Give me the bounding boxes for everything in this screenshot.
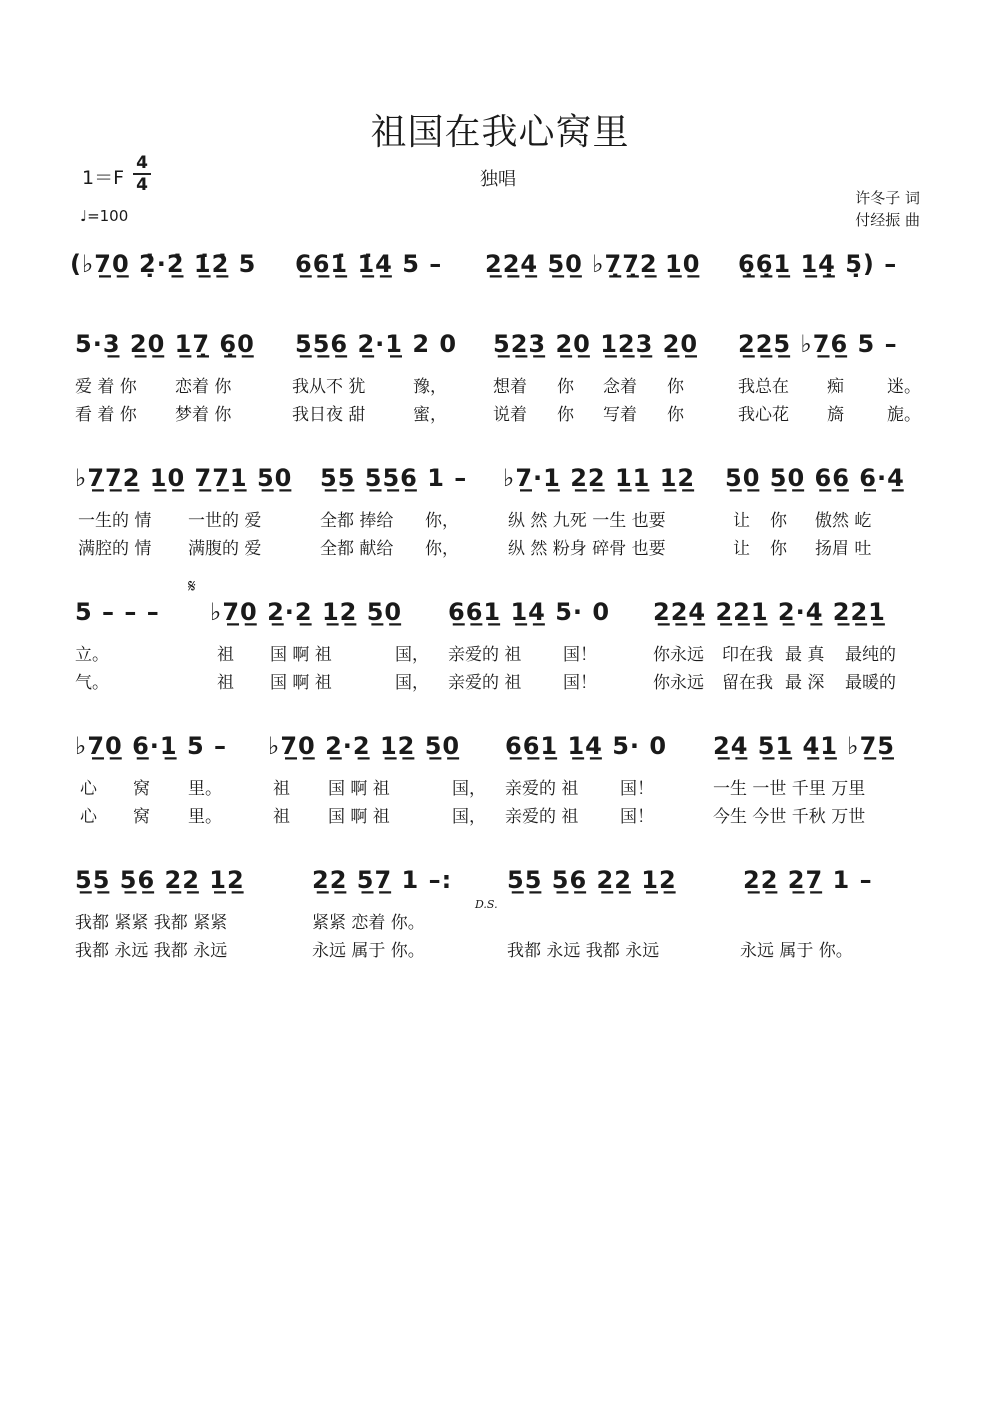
measure: 2̲2̲4̲ 2̲2̲1̲ 2̲·4̲ 2̲2̲1̲ (653, 598, 886, 626)
performance-style: 独唱 (480, 169, 516, 190)
lyric: 我日夜 甜 (292, 405, 366, 425)
lyric: 今生 今世 千秋 万世 (713, 807, 866, 827)
measure: 2̲4̲ 5̲1̲ 4̲1̲ ♭7̲5̲ (713, 732, 895, 760)
measure: 6̲6̲1̲̇ 1̲̇4̲ 5 – (295, 250, 443, 278)
lyric: 我心花 (738, 405, 789, 425)
lyric: 想着 (493, 377, 527, 397)
lyric: 你 (667, 377, 684, 397)
meter-bottom: 4 (136, 174, 148, 195)
lyric: 痴 (827, 377, 844, 397)
lyric: 我都 紧紧 我都 紧紧 (75, 913, 228, 933)
lyric: 国！ (563, 645, 597, 665)
lyric: 国！ (563, 673, 597, 693)
lyric: 满腔的 情 (78, 539, 152, 559)
lyric: 印在我 (722, 645, 773, 665)
measure: 1̲0̲ (665, 250, 701, 278)
lyric: 傲然 屹 (815, 511, 872, 531)
key-signature: 1＝F (82, 167, 125, 189)
lyric: 念着 (603, 377, 637, 397)
lyric: 亲爱的 祖 (505, 779, 579, 799)
lyric: 里。 (188, 807, 222, 827)
lyric: 看 着 你 (75, 405, 137, 425)
credits (855, 187, 920, 231)
measure: ♭7̲0̲ 2̲·2̲ 1̲2̲ 5̲0̲ (210, 598, 403, 626)
measure: 5·3̲ 2̲0̲ 1̲7̲̣ 6̲̣0̲ (75, 330, 255, 358)
lyric: 永远 属于 你。 (312, 941, 425, 961)
measure: 5̲5̲ 5̲6̲ 2̲2̲ 1̲2̲ (507, 866, 677, 894)
lyric: 让 (733, 539, 750, 559)
lyric: 气。 (75, 673, 109, 693)
lyric: 国， (395, 645, 429, 665)
lyric: 祖 (217, 673, 234, 693)
lyric: 亲爱的 祖 (448, 673, 522, 693)
measure: 5̲5̲ 5̲5̲6̲ 1 – (320, 464, 468, 492)
lyric: 国 啊 祖 (328, 779, 390, 799)
lyric: 里。 (188, 779, 222, 799)
lyric: 迷。 (887, 377, 921, 397)
time-signature (131, 154, 153, 194)
measure: ♭7̲0̲ 2̲·2̲ 1̲2̲ 5̲0̲ (268, 732, 461, 760)
lyric: 说着 (493, 405, 527, 425)
lyric: 最暖的 (845, 673, 896, 693)
lyric: 你 (667, 405, 684, 425)
lyric: 豫， (413, 377, 447, 397)
lyric: 你永远 (653, 673, 704, 693)
lyric: 国 啊 祖 (270, 673, 332, 693)
measure: 6̲6̲1̲ 1̲4̲ 5· 0 (505, 732, 668, 760)
lyric: 最 真 (785, 645, 825, 665)
lyric: 写着 (603, 405, 637, 425)
measure: 2̲2̲ 5̲7̲ 1 –: (312, 866, 453, 894)
lyricist: 许冬子 词 (855, 189, 920, 207)
lyric: 扬眉 吐 (815, 539, 872, 559)
lyric: 梦着 你 (175, 405, 232, 425)
lyric: 满腹的 爱 (188, 539, 262, 559)
measure: 5̲0̲ 5̲0̲ 6̲6̲ 6̲·4̲ (725, 464, 905, 492)
lyric: 一世的 爱 (188, 511, 262, 531)
lyric: 国， (395, 673, 429, 693)
page-title: 祖国在我心窝里 (370, 112, 630, 153)
measure: 6̲̣6̲̣1̲ 1̲4̲̣ 5̣) – (738, 250, 898, 278)
lyric: 祖 (273, 779, 290, 799)
lyric: 爱 着 你 (75, 377, 137, 397)
lyric: 国， (452, 807, 486, 827)
lyric: 国， (452, 779, 486, 799)
lyric: 旎。 (887, 405, 921, 425)
lyric: 恋着 你 (175, 377, 232, 397)
measure: (♭7̲0̲ 2̣̇·2̲̇ 1̲̇2̲̇ 5 (70, 250, 257, 278)
lyric: 留在我 (722, 673, 773, 693)
lyric: 最 深 (785, 673, 825, 693)
composer: 付经振 曲 (855, 211, 920, 229)
lyric: 我总在 (738, 377, 789, 397)
lyric: 祖 (217, 645, 234, 665)
lyric: 亲爱的 祖 (505, 807, 579, 827)
lyric: 让 (733, 511, 750, 531)
measure: 5 – – – (75, 598, 160, 626)
lyric: 你 (557, 377, 574, 397)
lyric: 最纯的 (845, 645, 896, 665)
lyric: 全都 捧给 (320, 511, 394, 531)
ds-marking: D.S. (475, 898, 498, 911)
lyric: 国 啊 祖 (270, 645, 332, 665)
lyric: 你， (425, 539, 459, 559)
measure: ♭7̲7̲2̲ 1̲0̲ 7̲7̲1̲ 5̲0̲ (75, 464, 293, 492)
measure: 2̲2̲5̲ ♭7̲6̲ 5 – (738, 330, 898, 358)
tempo-marking: ♩=100 (80, 207, 129, 225)
measure: 5̲5̲ 5̲6̲ 2̲2̲ 1̲2̲ (75, 866, 245, 894)
lyric: 你 (770, 511, 787, 531)
lyric: 窝 (133, 779, 150, 799)
lyric: 紧紧 恋着 你。 (312, 913, 425, 933)
lyric: 永远 属于 你。 (740, 941, 853, 961)
measure: ♭7̲·1̲ 2̲2̲ 1̲1̲ 1̲2̲ (503, 464, 696, 492)
segno-icon: 𝄋 (188, 576, 196, 597)
lyric: 你 (557, 405, 574, 425)
lyric: 我都 永远 我都 永远 (75, 941, 228, 961)
lyric: 立。 (75, 645, 109, 665)
lyric: 纵 然 粉身 碎骨 也要 (508, 539, 666, 559)
lyric: 你永远 (653, 645, 704, 665)
lyric: 旖 (827, 405, 844, 425)
lyric: 我从不 犹 (292, 377, 366, 397)
measure: 2̲2̲ 2̲7̲ 1 – (743, 866, 873, 894)
lyric: 纵 然 九死 一生 也要 (508, 511, 666, 531)
lyric: 一生 一世 千里 万里 (713, 779, 866, 799)
meter-top: 4 (136, 153, 148, 173)
lyric: 你， (425, 511, 459, 531)
measure: 5̲5̲6̲ 2̲·1̲ 2 0 (295, 330, 458, 358)
lyric: 国！ (620, 779, 654, 799)
lyric: 国！ (620, 807, 654, 827)
lyric: 窝 (133, 807, 150, 827)
lyric: 我都 永远 我都 永远 (507, 941, 660, 961)
lyric: 国 啊 祖 (328, 807, 390, 827)
lyric: 心 (80, 779, 97, 799)
lyric: 心 (80, 807, 97, 827)
measure: 5̲2̲3̲ 2̲0̲ 1̲2̲3̲ 2̲0̲ (493, 330, 699, 358)
measure: 6̲6̲1̲ 1̲4̲ 5· 0 (448, 598, 611, 626)
lyric: 祖 (273, 807, 290, 827)
lyric: 蜜， (413, 405, 447, 425)
lyric: 全都 献给 (320, 539, 394, 559)
measure: ♭7̲0̲ 6̲·1̲ 5 – (75, 732, 227, 760)
measure: 2̲2̲4̲ 5̲0̲ ♭7̲̣7̲̣2̲ (485, 250, 658, 278)
lyric: 亲爱的 祖 (448, 645, 522, 665)
lyric: 一生的 情 (78, 511, 152, 531)
lyric: 你 (770, 539, 787, 559)
